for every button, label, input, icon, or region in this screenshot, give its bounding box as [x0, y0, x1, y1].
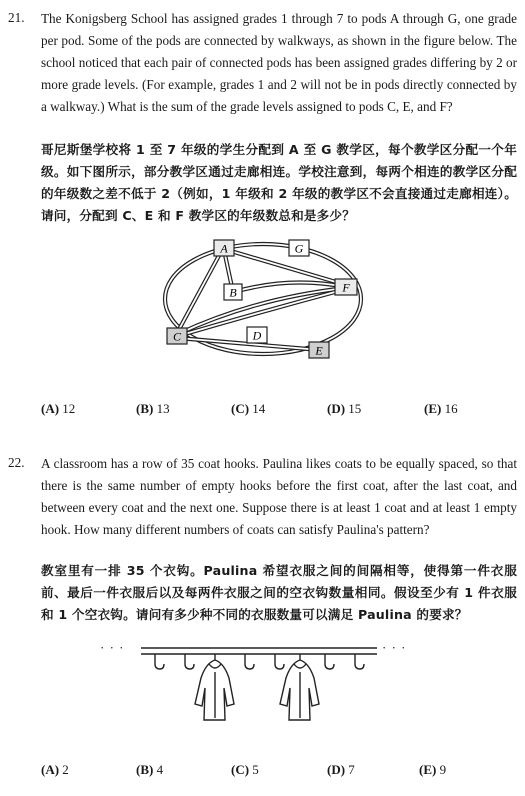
hook	[155, 654, 364, 669]
walkway-a-f	[224, 249, 346, 285]
pod-b	[224, 284, 242, 300]
walkway-a-c	[176, 250, 222, 335]
pod-d-label: D	[252, 328, 262, 343]
pod-a	[214, 240, 234, 256]
ellipsis-left: · · ·	[100, 640, 125, 655]
coat	[195, 660, 234, 720]
ellipsis-right: · · ·	[382, 640, 407, 655]
pod-c	[167, 328, 187, 344]
choice-c[interactable]: (C) 5	[231, 762, 259, 777]
pod-f	[335, 279, 357, 295]
choice-d[interactable]: (D) 7	[327, 762, 355, 777]
pod-c-label: C	[172, 329, 182, 344]
choice-a[interactable]: (A) 2	[41, 762, 69, 777]
pod-f-label: F	[342, 280, 350, 295]
pods-walkway-diagram	[150, 232, 380, 372]
question-number: 22.	[8, 455, 25, 470]
pod-d	[247, 327, 267, 343]
coat-hooks-illustration	[135, 644, 380, 726]
choice-d[interactable]: (D) 15	[327, 401, 362, 416]
question-text-zh: 哥尼斯堡学校将 1 至 7 年级的学生分配到 A 至 G 教学区，每个教学区分配一个年级。如下图所示，部分教学区通过走廊相连。学校注意到，每两个相连的教学区分配的年级数之差不低于 2（例如，1 年级和 2 年级的教学区不会直接通过走廊相连）。请问，分配到 C、E 和 F 教学区的年级数总和是多少？	[41, 142, 517, 223]
pod-b-label: B	[229, 285, 237, 300]
question-text-en: The Konigsberg School has assigned grades 1 through 7 to pods A through G, one grade per pod. Some of the pods are connected by walkways, as shown in the figure below. The school noticed that each pair of connected pods has been assigned grades differing by 2 or more grade levels. (For example, grades 1 and 2 will not be in pods directly connected by a walkway.) What is the sum of the grade levels assigned to pods C, E, and F?	[41, 11, 517, 114]
pod-g	[289, 240, 309, 256]
choice-b[interactable]: (B) 4	[136, 762, 164, 777]
question-text-zh: 教室里有一排 35 个衣钩。Paulina 希望衣服之间的间隔相等，使得第一件衣服前、最后一件衣服后以及每两件衣服之间的空衣钩数量相同。假设至少有 1 件衣服和 1 个空衣钩。请问有多少种不同的衣服数量可以满足 Paulina 的要求？	[41, 563, 517, 622]
pod-e-label: E	[315, 343, 323, 358]
choice-a[interactable]: (A) 12	[41, 401, 76, 416]
choice-e[interactable]: (E) 9	[419, 762, 447, 777]
choice-c[interactable]: (C) 14	[231, 401, 266, 416]
choice-e[interactable]: (E) 16	[424, 401, 458, 416]
question-number: 21.	[8, 10, 25, 25]
pod-g-label: G	[294, 241, 304, 256]
pod-e	[309, 342, 329, 358]
coat	[280, 660, 319, 720]
question-text-en: A classroom has a row of 35 coat hooks. Paulina likes coats to be equally spaced, so that there is the same number of empty hooks before the first coat, after the last coat, and between every coat and the next one. Suppose there is at least 1 coat and at least 1 empty hook. How many different numbers of coats can satisfy Paulina's pattern?	[41, 456, 517, 537]
pod-a-label: A	[220, 241, 228, 256]
choice-b[interactable]: (B) 13	[136, 401, 170, 416]
